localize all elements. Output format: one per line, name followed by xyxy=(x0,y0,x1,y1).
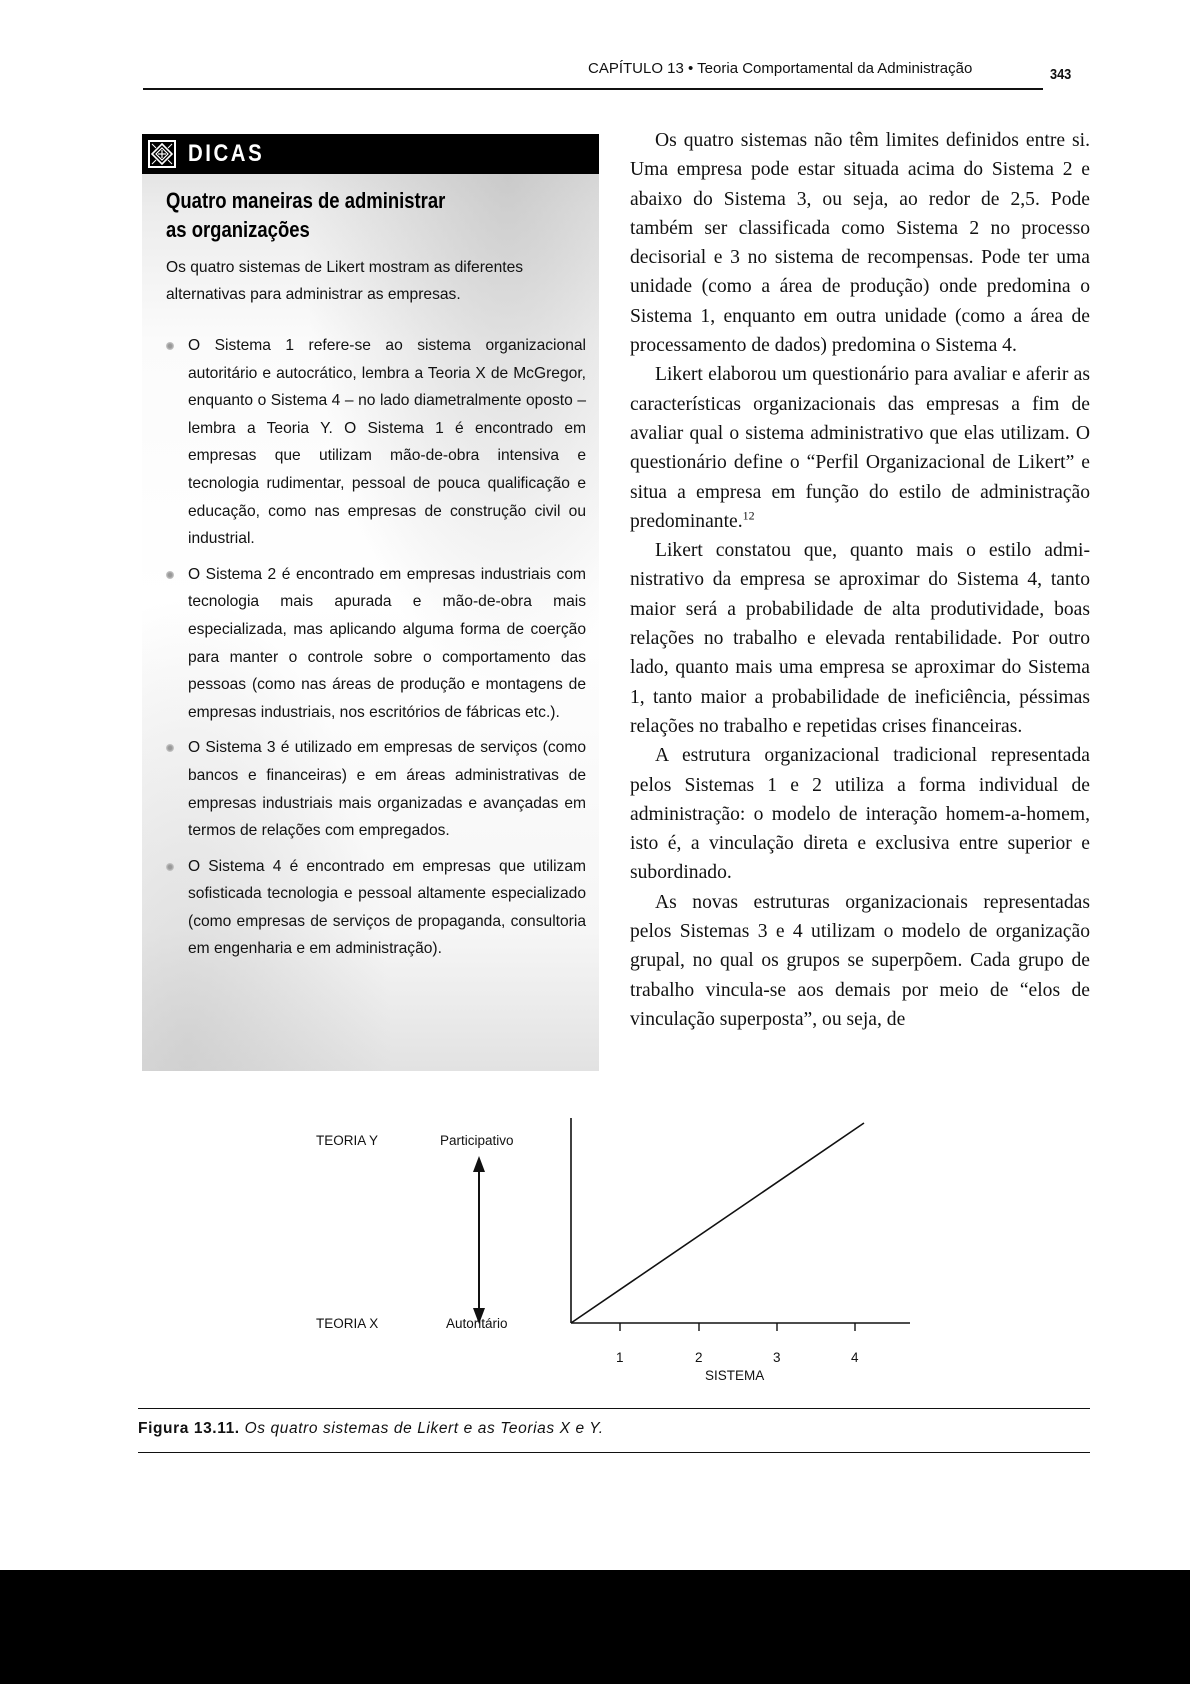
paragraph-text: Likert elaborou um questionário para avaliar e aferir as características organizacionais das empresas a fim de avaliar qual o sistema administrativo que elas utilizam. O questionário define o “Perfil Organizacional de Likert” e situa a empresa em função do estilo de administração predominante. xyxy=(630,364,1090,532)
dicas-title-bar xyxy=(142,134,599,174)
page-number: 343 xyxy=(1050,66,1072,83)
dicas-box xyxy=(142,134,599,1071)
footnote-ref[interactable]: 12 xyxy=(742,508,755,523)
bullet-icon xyxy=(166,863,174,871)
caption-rule-top xyxy=(138,1408,1090,1409)
scan-black-margin xyxy=(0,1570,1190,1684)
paragraph: Os quatro sistemas não têm limites definidos entre si. Uma empresa pode estar situada acima do Sistema 2 e abaixo do Sistema 3, ou seja, ao redor de 2,5. Pode também ser classificada como Sistema 2 no processo decisorial e 3 no sistema de recompensas. Pode ter uma unidade (como a área de produção) onde predomina o Sistema 1, enquanto em outra unidade (como a área de processamento de dados) predomina o Sistema 4. xyxy=(630,130,1090,357)
dicas-heading-line-2: as organizações xyxy=(166,217,310,242)
caption-number: Figura 13.11. xyxy=(138,1420,240,1437)
label-teoria-y: TEORIA Y xyxy=(316,1133,379,1148)
figure-likert-systems xyxy=(0,1100,1190,1400)
x-axis-label: SISTEMA xyxy=(705,1368,765,1383)
paragraph xyxy=(630,360,1090,536)
x-tick-label-3: 3 xyxy=(773,1350,781,1365)
header-rule xyxy=(143,88,1043,90)
figure-graphics xyxy=(0,1100,1190,1400)
list-item-text: O Sistema 3 é utilizado em empresas de serviços (como bancos e financeiras) e em áreas administrativas de empresas industriais mais organizadas e avançadas em termos de relações com empregados. xyxy=(188,739,586,840)
x-tick-label-1: 1 xyxy=(616,1350,624,1365)
caption-text: Os quatro sistemas de Likert e as Teorias X e Y. xyxy=(244,1420,604,1437)
list-item xyxy=(166,853,586,963)
caption-rule-bottom xyxy=(138,1452,1090,1453)
list-item-text: O Sistema 2 é encontrado em empresas industriais com tecnologia mais apurada e mão-de-obra mais especializada, mas aplicando alguma forma de coerção para manter o controle sobre o comportamento das pessoas (como nas áreas de produção e montagens de empresas industriais, nos escritórios de fábricas etc.). xyxy=(188,565,586,721)
trend-line xyxy=(571,1123,864,1323)
bullet-icon xyxy=(166,342,174,350)
dicas-list xyxy=(166,332,586,971)
ornament-diamond-icon xyxy=(148,140,176,168)
running-head: CAPÍTULO 13 • Teoria Comportamental da Administração xyxy=(588,60,973,77)
dicas-label: DICAS xyxy=(188,140,265,167)
list-item-text: O Sistema 1 refere-se ao sistema organizacional autoritário e autocrático, lembra a Teoria X de McGregor, enquanto o Sistema 4 – no lado diametralmente oposto – lembra a Teoria Y. O Sistema 1 é encontrado em empresas que utilizam mão-de-obra intensiva e tecnologia rudimentar, pessoal de pouca qualificação e educação, como nas empresas de construção civil ou industrial. xyxy=(188,337,586,548)
x-tick-label-4: 4 xyxy=(851,1350,859,1365)
label-autoritario: Autoritário xyxy=(446,1316,508,1331)
label-teoria-x: TEORIA X xyxy=(316,1316,379,1331)
paragraph: Likert constatou que, quanto mais o estilo administrativo da empresa se aproximar do Sistema 4, tanto maior será a probabilidade de alta produtividade, boas relações no trabalho e elevada rentabilidade. Por outro lado, quanto mais uma empresa se aproximar do Sistema 1, tanto maior a probabilidade de ineficiência, péssimas relações no trabalho e repetidas crises financeiras. xyxy=(630,540,1090,737)
figure-caption xyxy=(138,1420,604,1438)
dicas-heading-line-1: Quatro maneiras de administrar xyxy=(166,188,446,213)
list-item xyxy=(166,734,586,844)
x-tick-label-2: 2 xyxy=(695,1350,703,1365)
bullet-icon xyxy=(166,744,174,752)
paragraph: A estrutura organizacional tradicional representada pelos Sistemas 1 e 2 utiliza a forma individual de administração: o modelo de interação homem-a-homem, isto é, a vinculação direta e exclusiva entre superior e subordinado. xyxy=(630,745,1090,884)
dicas-intro: Os quatro sistemas de Likert mostram as diferentes alternativas para administrar as empresas. xyxy=(166,259,524,303)
body-text-column xyxy=(630,126,1090,1034)
list-item-text: O Sistema 4 é encontrado em empresas que utilizam sofisticada tecnologia e pessoal altamente especializado (como empresas de serviços de propaganda, consultoria em engenharia e em administração). xyxy=(188,857,586,958)
paragraph: As novas estruturas organizacionais representadas pelos Sistemas 3 e 4 utilizam o modelo de organização grupal, no qual os grupos se superpõem. Cada grupo de trabalho vincula-se aos demais por meio de “elos de vinculação superposta”, ou seja, de xyxy=(630,891,1090,1030)
dicas-heading xyxy=(166,186,519,244)
list-item xyxy=(166,332,586,553)
label-participativo: Participativo xyxy=(440,1133,514,1148)
list-item xyxy=(166,561,586,727)
bullet-icon xyxy=(166,571,174,579)
arrow-up-icon xyxy=(473,1156,485,1172)
